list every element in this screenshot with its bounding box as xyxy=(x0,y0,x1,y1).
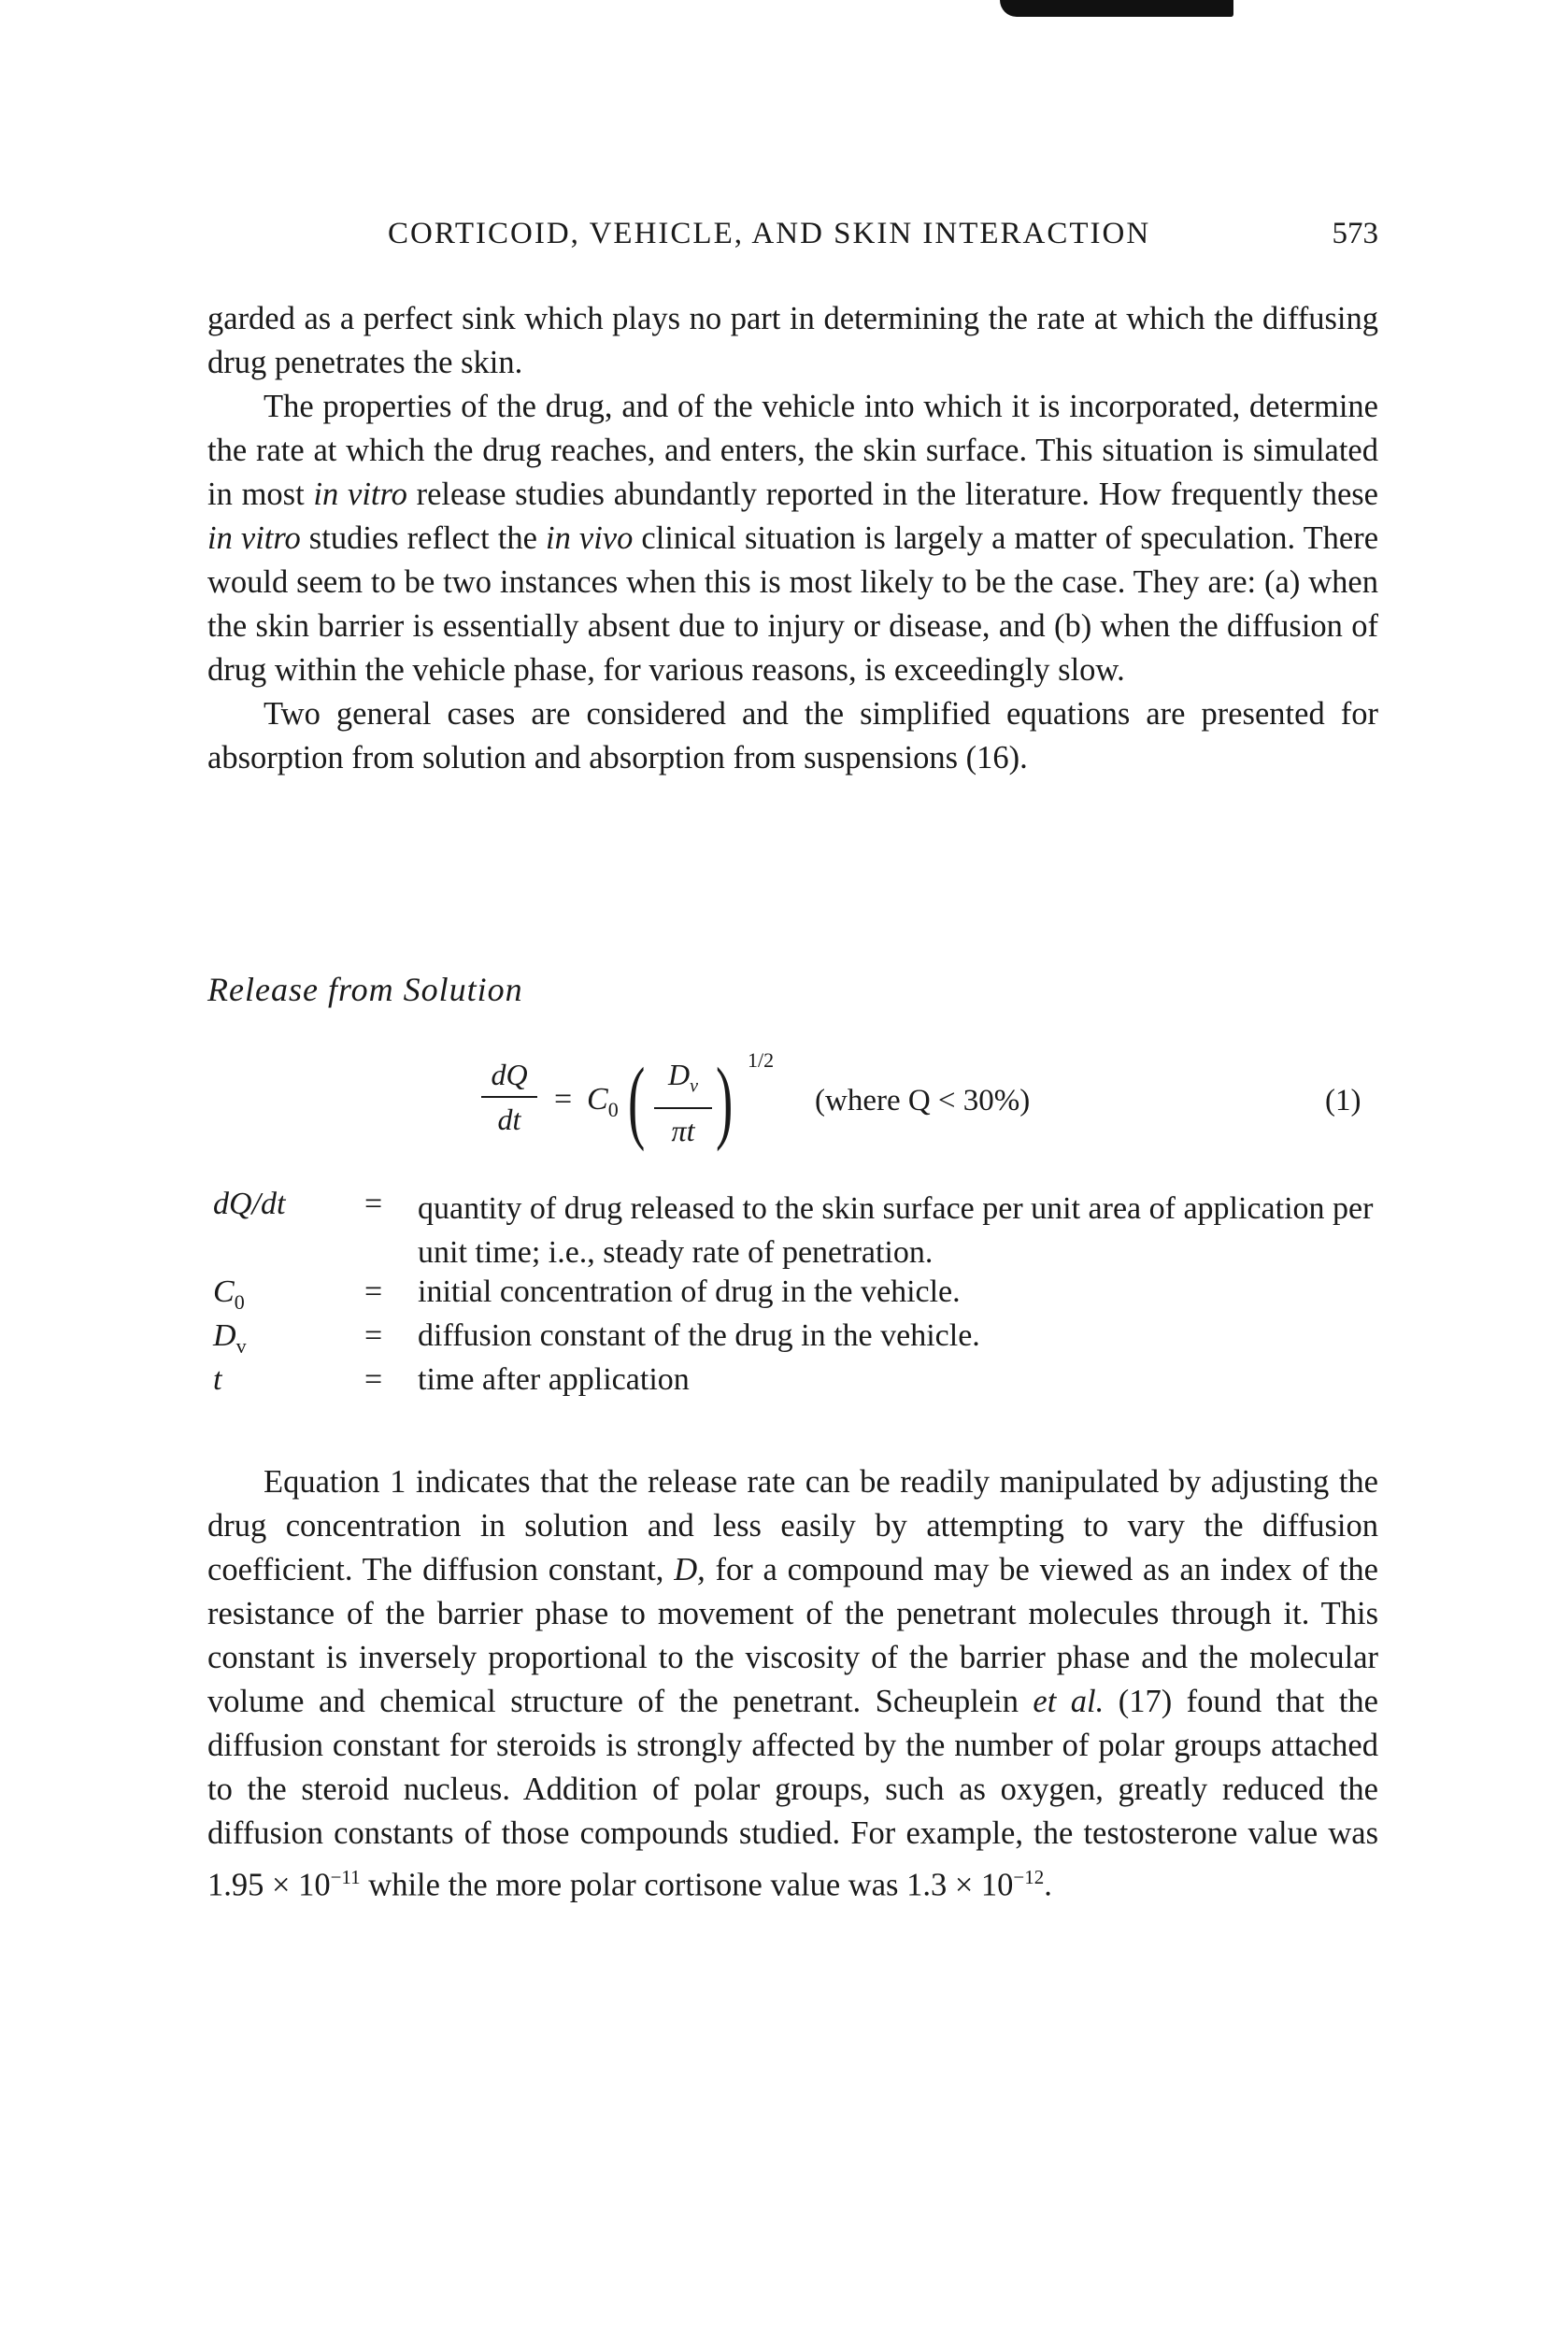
definition-row: $D_v$ = diffusion constant of the drug in the vehicle. xyxy=(213,1318,980,1358)
et-al: et al. xyxy=(1033,1684,1105,1719)
right-parenthesis: ) xyxy=(716,1048,734,1152)
paragraph-continued: garded as a perfect sink which plays no part in determining the rate at which the diffusing drug penetrates the skin. xyxy=(207,301,1378,380)
equation-number: (1) xyxy=(1325,1084,1361,1117)
diffusion-symbol: D, xyxy=(674,1552,706,1587)
intro-text xyxy=(207,297,1378,780)
equals-sign: = xyxy=(554,1082,573,1117)
definition-row: t = time after application xyxy=(213,1362,690,1397)
definition-row: $C_0$ = initial concentration of drug in the vehicle. xyxy=(213,1274,961,1314)
exponent: 1/2 xyxy=(748,1048,775,1072)
scan-artifact-mark xyxy=(1000,0,1233,17)
paragraph-properties: The properties of the drug, and of the vehicle into which it is incorporated, determine the rate at which the drug reaches, and enters, the skin surface. This situation is simulated in most in vitro release studies abundantly reported in the literature. How frequently these in vitro studies reflect the in vivo clinical situation is largely a matter of speculation. There would seem to be two instances when this is most likely to be the case. They are: (a) when the skin barrier is essentially absent due to injury or disease, and (b) when the diffusion of drug within the vehicle phase, for various reasons, is exceedingly slow. xyxy=(207,389,1379,688)
left-parenthesis: ( xyxy=(628,1048,646,1152)
page-number: 573 xyxy=(1332,217,1378,250)
coefficient-c0: $C_0$ xyxy=(587,1082,619,1121)
paragraph-equation-discussion: Equation 1 indicates that the release rate can be readily manipulated by adjusting the drug concentration in solution and less easily by attempting to vary the diffusion coefficient. The diffusion constant, D, for a compound may be viewed as an index of the resistance of the barrier phase to movement of the penetrant molecules through it. This constant is inversely proportional to the viscosity of the barrier phase and the molecular volume and chemical structure of the penetrant. Scheuplein et al. (17) found that the diffusion constant for steroids is strongly affected by the number of polar groups attached to the steroid nucleus. Addition of polar groups, such as oxygen, greatly reduced the diffusion constants of those compounds studied. For example, the testosterone value was $1.95 \times 10^{-11}$ while the more polar cortisone value was $1.3 \times 10^{-12}$. xyxy=(207,1464,1379,1903)
lhs-fraction: dQ dt xyxy=(481,1056,537,1138)
equation-condition: (where Q < 30%) xyxy=(815,1084,1031,1117)
in-vitro-term: in vitro xyxy=(313,477,407,512)
definition-row: dQ/dt = quantity of drug released to the skin surface per unit area of application per unit time; i.e., steady rate of penetration. xyxy=(213,1187,1374,1270)
in-vitro-term: in vitro xyxy=(207,520,301,556)
paragraph-general-cases: Two general cases are considered and the simplified equations are presented for absorption from solution and absorption from suspensions (16). xyxy=(207,696,1378,776)
discussion-text xyxy=(207,1460,1378,1908)
running-head-title: CORTICOID, VEHICLE, AND SKIN INTERACTION xyxy=(388,217,1151,250)
in-vivo-term: in vivo xyxy=(546,520,634,556)
running-head xyxy=(388,217,1378,263)
equation-1 xyxy=(0,1045,1568,1185)
rhs-fraction: $D_v$ πt xyxy=(654,1056,712,1149)
section-heading: Release from Solution xyxy=(207,971,523,1008)
